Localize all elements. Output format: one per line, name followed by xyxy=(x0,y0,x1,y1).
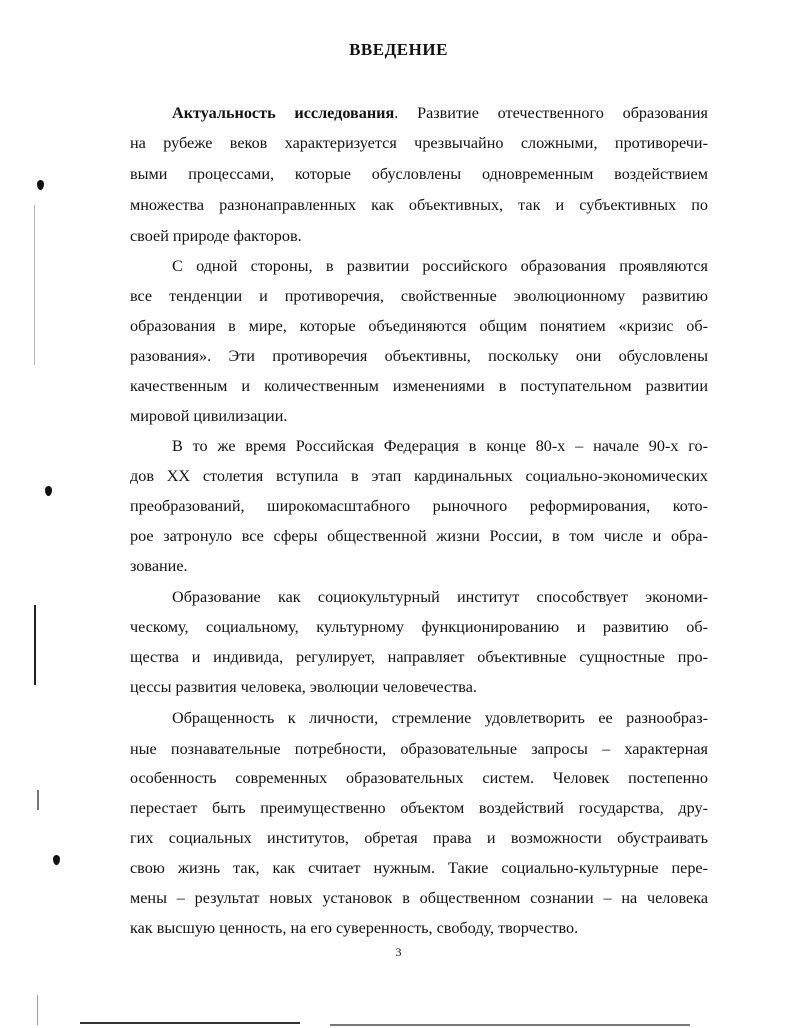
paragraph-2-line-4: разования». Эти противоречия объективны, поскольку они обусловлены xyxy=(130,347,708,365)
paragraph-3-line-5: зование. xyxy=(130,557,188,575)
paragraph-5-line-6: свою жизнь так, как считает нужным. Такие социально-культурные пере- xyxy=(130,859,708,877)
paragraph-2-line-6: мировой цивилизации. xyxy=(130,407,288,425)
paragraph-1-line-5: своей природе факторов. xyxy=(130,227,302,245)
relevance-heading: Актуальность исследования xyxy=(172,104,395,122)
punch-hole-mark xyxy=(37,180,44,190)
bottom-scan-rule xyxy=(80,1022,300,1024)
paragraph-4-line-3: щества и индивида, регулирует, направляет объективные сущностные про- xyxy=(130,648,708,666)
paragraph-3-line-2: дов XX столетия вступила в этап кардинальных социально-экономических xyxy=(130,467,708,485)
margin-scan-line xyxy=(34,205,35,365)
paragraph-3-line-3: преобразований, широкомасштабного рыночного реформирования, кото- xyxy=(130,497,708,515)
paragraph-5-line-5: гих социальных институтов, обретая права и возможности обустраивать xyxy=(130,829,708,847)
paragraph-5-line-8: как высшую ценность, на его суверенность, свободу, творчество. xyxy=(130,919,579,937)
page-title: ВВЕДЕНИЕ xyxy=(349,40,448,59)
paragraph-5-line-2: ные познавательные потребности, образовательные запросы – характерная xyxy=(130,740,708,758)
margin-scan-line xyxy=(34,605,36,685)
paragraph-4-line-4: цессы развития человека, эволюции человечества. xyxy=(130,678,477,696)
paragraph-4-line-2: ческому, социальному, культурному функционированию и развитию об- xyxy=(130,618,708,636)
paragraph-1-line-4: множества разнонаправленных как объективных, так и субъективных по xyxy=(130,196,708,214)
paragraph-5-line-4: перестает быть преимущественно объектом воздействий государства, дру- xyxy=(130,799,708,817)
paragraph-5-line-7: мены – результат новых установок в общественном сознании – на человека xyxy=(130,889,708,907)
margin-scan-line xyxy=(37,790,39,810)
paragraph-2-line-5: качественным и количественным изменениями в поступательном развитии xyxy=(130,377,708,395)
margin-scan-line xyxy=(37,995,38,1025)
punch-hole-mark xyxy=(45,486,52,496)
paragraph-2-line-1: С одной стороны, в развитии российского образования проявляются xyxy=(172,257,708,275)
paragraph-3-line-1: В то же время Российская Федерация в конце 80-х – начале 90-х го- xyxy=(172,437,708,455)
paragraph-1-line-1 xyxy=(172,103,708,123)
page-number: 3 xyxy=(395,945,402,959)
paragraph-1-lead-text: . Развитие отечественного образования xyxy=(394,104,708,122)
paragraph-1-line-3: выми процессами, которые обусловлены одновременным воздействием xyxy=(130,165,708,183)
paragraph-1-line-2: на рубеже веков характеризуется чрезвычайно сложными, противоречи- xyxy=(130,134,708,152)
paragraph-5-line-1: Обращенность к личности, стремление удовлетворить ее разнообраз- xyxy=(172,709,708,727)
punch-hole-mark xyxy=(53,855,60,865)
paragraph-5-line-3: особенность современных образовательных систем. Человек постепенно xyxy=(130,769,708,787)
paragraph-4-line-1: Образование как социокультурный институт способствует экономи- xyxy=(172,588,708,606)
paragraph-2-line-2: все тенденции и противоречия, свойственные эволюционному развитию xyxy=(130,287,708,305)
paragraph-2-line-3: образования в мире, которые объединяются общим понятием «кризис об- xyxy=(130,317,708,335)
paragraph-3-line-4: рое затронуло все сферы общественной жизни России, в том числе и обра- xyxy=(130,527,708,545)
bottom-scan-rule xyxy=(330,1024,690,1026)
